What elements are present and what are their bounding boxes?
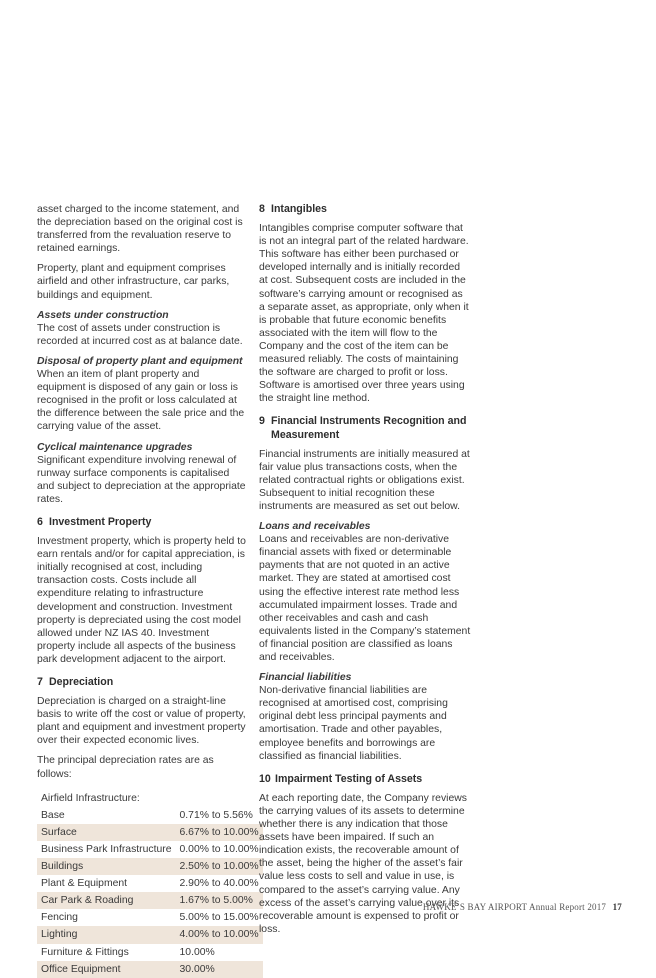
paragraph: Depreciation is charged on a straight-line basis to write off the cost or value of property, plant and equipment and investment property over their expected economic lives.	[37, 696, 246, 747]
section-number: 10	[259, 772, 271, 785]
subheading-disposal: Disposal of property plant and equipment	[37, 355, 243, 367]
rate-value: 2.90% to 40.00%	[179, 878, 259, 890]
paragraph: asset charged to the income statement, and the depreciation based on the original cost is transferred from the revaluation reserve to retained earnings.	[37, 204, 243, 255]
paragraph: Property, plant and equipment comprises airfield and other infrastructure, car parks, buildings and equipment.	[37, 263, 230, 301]
section-title: Impairment Testing of Assets	[275, 772, 423, 785]
table-row	[37, 875, 263, 892]
section-heading-intangibles	[259, 203, 471, 216]
rate-item: Buildings	[37, 858, 176, 875]
page-footer	[423, 902, 622, 912]
table-row	[37, 841, 263, 858]
paragraph: At each reporting date, the Company reviews the carrying values of its assets to determine whether there is any indication that those assets have been impaired. If such an indication exists, the recoverable amount of the asset, being the higher of the asset’s fair value less costs to sell and value in use, is compared to the asset’s carrying value. Any excess of the asset’s carrying value over its recoverable amount is expensed to profit or loss.	[259, 792, 467, 935]
subheading-loans-and-receivables: Loans and receivables	[259, 521, 371, 533]
rate-item: Base	[41, 809, 65, 821]
section-title: Depreciation	[49, 676, 114, 688]
page-number: 17	[612, 902, 622, 912]
rate-item: Plant & Equipment	[41, 878, 128, 890]
rate-value: 30.00%	[176, 961, 263, 978]
table-row	[37, 909, 263, 926]
section-number: 8	[259, 203, 265, 215]
table-row	[37, 892, 263, 909]
paragraph: Significant expenditure involving renewal of runway surface components is capitalised and subject to depreciation at the appropriate rates.	[37, 454, 246, 505]
table-row	[37, 944, 263, 961]
rate-value: 2.50% to 10.00%	[176, 858, 263, 875]
section-number: 6	[37, 515, 43, 528]
rate-value: 0.71% to 5.56%	[179, 809, 253, 821]
section-heading-impairment-testing	[259, 773, 471, 786]
rate-item: Business Park Infrastructure	[41, 843, 172, 855]
rate-item: Furniture & Fittings	[41, 946, 129, 958]
rate-item: Car Park & Roading	[37, 892, 176, 909]
left-column	[37, 203, 259, 978]
table-row	[37, 807, 263, 824]
table-caption-row	[37, 788, 263, 807]
paragraph: When an item of plant property and equipment is disposed of any gain or loss is recognised in the profit or loss calculated at the difference between the sale price and the carrying value of the asset.	[37, 369, 245, 433]
rate-value: 6.67% to 10.00%	[176, 824, 263, 841]
rate-item: Fencing	[41, 912, 78, 924]
table-row	[37, 824, 263, 841]
subheading-financial-liabilities: Financial liabilities	[259, 672, 352, 684]
section-number: 7	[37, 676, 43, 688]
right-column	[259, 203, 471, 943]
section-number: 9	[259, 415, 265, 428]
rate-value: 5.00% to 15.00%	[179, 912, 259, 924]
table-row	[37, 858, 263, 875]
rate-value: 1.67% to 5.00%	[176, 892, 263, 909]
paragraph: Investment property, which is property held to earn rentals and/or for capital appreciation, is initially recognised at cost, including transaction costs. Costs include all expenditure relating to infrastructure development and construction. Investment property is depreciated using the cost model allowed under NZ IAS 40. Investment property include all aspects of the business park development adjacent to the airport.	[37, 536, 246, 665]
section-title: Financial Instruments Recognition and Measurement	[271, 415, 467, 441]
paragraph: The cost of assets under construction is recorded at incurred cost as at balance date.	[37, 322, 243, 347]
section-title: Investment Property	[49, 515, 152, 528]
subheading-assets-under-construction: Assets under construction	[37, 309, 169, 321]
rate-item: Surface	[37, 824, 176, 841]
paragraph: Loans and receivables are non-derivative financial assets with fixed or determinable payments that are not quoted in an active market. They are stated at amortised cost using the effective interest rate method less accumulated impairment losses. Trade and other receivables and cash and cash equivalents listed in the Company’s statement of financial position are classified as loans and receivables.	[259, 534, 471, 663]
footer-text: HAWKE’S BAY AIRPORT Annual Report 2017	[422, 902, 607, 912]
subheading-cyclical-maintenance: Cyclical maintenance upgrades	[37, 441, 193, 453]
rate-value: 0.00% to 10.00%	[179, 843, 259, 855]
rate-value: 10.00%	[179, 946, 215, 958]
section-heading-depreciation	[37, 676, 248, 689]
rate-value: 4.00% to 10.00%	[176, 926, 263, 943]
paragraph: Intangibles comprise computer software that is not an integral part of the related hardware. This software has either been purchased or developed internally and is initially recorded at cost. Subsequent costs are included in the software’s carrying amount or recognised as a separate asset, as appropriate, only when it is probable that future economic benefits associated with the item will flow to the Company and the cost of the item can be measured reliably. The costs of maintaining the software are charged to profit or loss. Software is amortised over three years using the straight line method.	[259, 223, 469, 405]
paragraph: Financial instruments are initially measured at fair value plus transactions costs, when the related contractual rights or obligations exist. Subsequent to initial recognition these instruments are measured as set out below.	[259, 448, 470, 512]
rate-item: Lighting	[37, 926, 176, 943]
rate-item: Office Equipment	[37, 961, 176, 978]
paragraph: Non-derivative financial liabilities are recognised at amortised cost, comprising original debt less principal payments and amortisation. Trade and other payables, employee benefits and borrowings are classified as financial liabilities.	[259, 685, 448, 762]
section-heading-investment-property	[37, 516, 248, 529]
depreciation-rates-table	[37, 788, 263, 978]
table-row	[37, 961, 263, 978]
section-heading-financial-instruments	[259, 415, 471, 441]
section-title: Intangibles	[271, 203, 327, 215]
paragraph: The principal depreciation rates are as follows:	[37, 755, 214, 780]
table-caption: Airfield Infrastructure:	[41, 792, 140, 804]
